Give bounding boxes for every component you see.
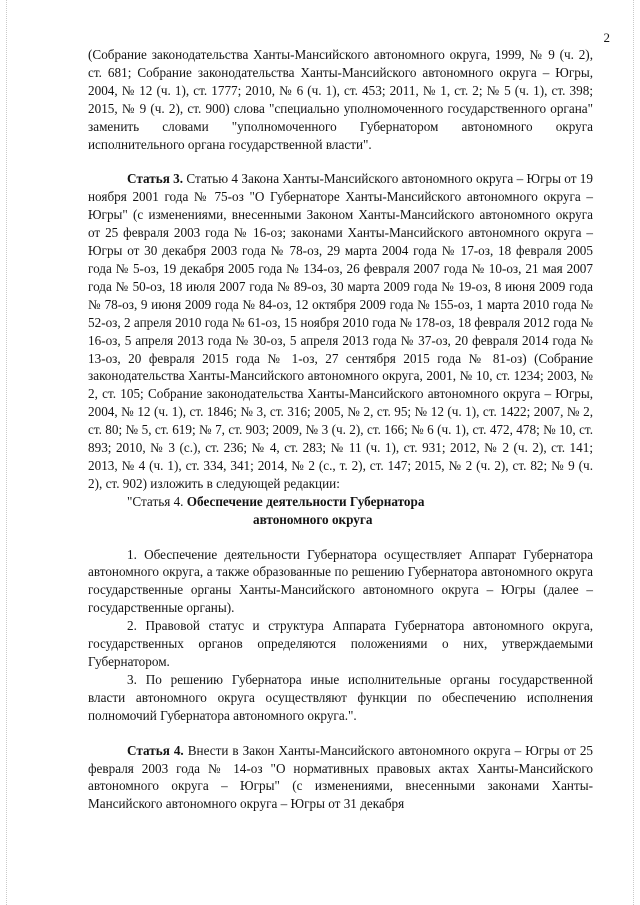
article-3-paragraph <box>88 170 593 492</box>
new-article-4-heading <box>88 493 593 529</box>
article-4-paragraph <box>88 742 593 814</box>
paragraph-intro: (Собрание законодательства Ханты-Мансийского автономного округа, 1999, № 9 (ч. 2), ст. 681; Собрание законодательства Ханты-Мансийского автономного округа – Югры, 2004, № 12 (ч. 1), ст. 1777; 2010, № 6 (ч. 1), ст. 453; 2011, № 1, ст. 2; № 5 (ч. 1), ст. 398; 2015, № 9 (ч. 2), ст. 900) слова "специально уполномоченного государственного органа" заменить словами "уполномоченного Губернатором автономного округа исполнительного органа государственной власти". <box>88 47 593 152</box>
document-body <box>88 46 593 813</box>
new-article-4-title-line1: Обеспечение деятельности Губернатора <box>186 493 425 509</box>
new-article-4-item-2: 2. Правовой статус и структура Аппарата Губернатора автономного округа, государственных органов определяются положениями о них, утверждаемыми Губернатором. <box>88 618 593 669</box>
new-article-4-item-1: 1. Обеспечение деятельности Губернатора осуществляет Аппарат Губернатора автономного округа, а также образованные по решению Губернатора автономного округа государственные органы Ханты-Мансийского автономного округа – Югры (далее – государственные органы). <box>88 546 593 616</box>
article-3-text: Статью 4 Закона Ханты-Мансийского автономного округа – Югры от 19 ноября 2001 года № 75-оз "О Губернаторе Ханты-Мансийского автономного округа – Югры" (с изменениями, внесенными Законом Ханты-Мансийского автономного округа от 25 февраля 2003 года № 16-оз; законами Ханты-Мансийского автономного округа – Югры от 30 декабря 2003 года № 78-оз, 29 марта 2004 года № 17-оз, 18 февраля 2005 года № 5-оз, 19 декабря 2005 года № 134-оз, 26 февраля 2007 года № 10-оз, 21 мая 2007 года № 50-оз, 18 июля 2007 года № 89-оз, 30 марта 2009 года № 19-оз, 8 июня 2009 года № 78-оз, 9 июня 2009 года № 84-оз, 12 октября 2009 года № 155-оз, 1 марта 2010 года № 52-оз, 2 апреля 2010 года № 61-оз, 15 ноября 2010 года № 178-оз, 18 февраля 2012 года № 16-оз, 5 апреля 2013 года № 30-оз, 5 апреля 2013 года № 37-оз, 20 февраля 2014 года № 13-оз, 20 февраля 2015 года № 1-оз, 27 сентября 2015 года № 81-оз) (Собрание законодательства Ханты-Мансийского автономного округа, 2001, № 10, ст. 1234; 2003, № 2, ст. 105; Собрание законодательства Ханты-Мансийского автономного округа – Югры, 2004, № 12 (ч. 1), ст. 1846; № 3, ст. 316; 2005, № 2, ст. 95; № 12 (ч. 1), ст. 1422; 2007, № 2, ст. 80; № 5, ст. 619; № 7, ст. 903; 2009, № 3 (ч. 2), ст. 166; № 6 (ч. 1), ст. 472, 478; № 10, ст. 893; 2010, № 3 (с.), ст. 236; № 4, ст. 283; № 11 (ч. 1), ст. 931; 2012, № 2 (ч. 2), ст. 141; 2013, № 4 (ч. 1), ст. 334, 341; 2014, № 2 (с., т. 2), ст. 147; 2015, № 2 (ч. 2), ст. 82; № 9 (ч. 2), ст. 902) изложить в следующей редакции: <box>88 171 593 491</box>
article-3-label: Статья 3. <box>127 171 184 187</box>
new-article-4-item-3: 3. По решению Губернатора иные исполнительные органы государственной власти автономного округа осуществляют функции по обеспечению исполнения полномочий Губернатора автономного округа.". <box>88 671 593 723</box>
article-4-label: Статья 4. <box>127 742 184 758</box>
page-number: 2 <box>603 30 610 45</box>
scan-edge-left <box>6 0 8 905</box>
article-4-text: Внести в Закон Ханты-Мансийского автономного округа – Югры от 25 февраля 2003 года № 14-оз "О нормативных правовых актах Ханты-Мансийского автономного округа – Югры" (с изменениями, внесенными законами Ханты-Мансийского автономного округа – Югры от 31 декабря <box>88 742 594 812</box>
new-article-4-title-line2: автономного округа <box>253 511 373 527</box>
scan-edge-right <box>633 0 635 905</box>
new-article-4-prefix: "Статья 4. <box>127 493 187 509</box>
